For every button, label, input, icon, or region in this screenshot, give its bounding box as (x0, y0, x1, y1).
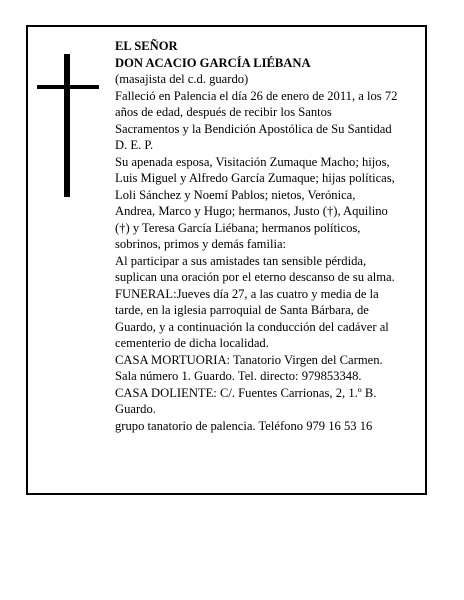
notice-line: grupo tanatorio de palencia. Teléfono 979 16 53 16 (115, 418, 373, 433)
notice-line: FUNERAL:Jueves día 27, a las cuatro y media de la (115, 286, 379, 301)
notice-heading-title: EL SEÑOR (115, 39, 178, 53)
cross-vertical-bar (64, 54, 70, 197)
notice-line: Sala número 1. Guardo. Tel. directo: 979853348. (115, 369, 362, 383)
notice-line: Sacramentos y la Bendición Apostólica de Su Santidad (115, 121, 392, 136)
notice-line: (masajista del c.d. guardo) (115, 72, 249, 86)
notice-line: suplican una oración por el eterno descanso de su alma. (115, 270, 395, 284)
notice-line: años de edad, después de recibir los Santos (115, 105, 332, 119)
notice-line: Loli Sánchez y Noemí Pablos; nietos, Verónica, (115, 187, 356, 202)
notice-line: Su apenada esposa, Visitación Zumaque Macho; hijos, (115, 154, 390, 169)
obituary-text (115, 38, 415, 434)
notice-line: Guardo. (115, 402, 156, 416)
notice-line: (†) y Teresa García Liébana; hermanos políticos, (115, 220, 361, 235)
notice-line: sobrinos, primos y demás familia: (115, 237, 287, 251)
notice-line: Andrea, Marco y Hugo; hermanos, Justo (†), Aquilino (115, 204, 388, 218)
notice-line: Al participar a sus amistades tan sensible pérdida, (115, 253, 367, 268)
notice-line: CASA MORTUORIA: Tanatorio Virgen del Carmen. (115, 352, 383, 367)
notice-line: cementerio de dicha localidad. (115, 336, 269, 350)
latin-cross-icon (37, 54, 99, 197)
notice-line: tarde, en la iglesia parroquial de Santa Bárbara, de (115, 303, 369, 317)
notice-line: Luis Miguel y Alfredo García Zumaque; hijas políticas, (115, 171, 395, 185)
notice-heading-name: DON ACACIO GARCÍA LIÉBANA (115, 55, 311, 70)
notice-line: D. E. P. (115, 138, 154, 152)
notice-line: CASA DOLIENTE: C/. Fuentes Carrionas, 2, 1.º B. (115, 385, 377, 400)
notice-line: Guardo, y a continuación la conducción del cadáver al (115, 319, 389, 334)
notice-line: Falleció en Palencia el día 26 de enero de 2011, a los 72 (115, 88, 398, 103)
cross-horizontal-bar (37, 85, 99, 89)
